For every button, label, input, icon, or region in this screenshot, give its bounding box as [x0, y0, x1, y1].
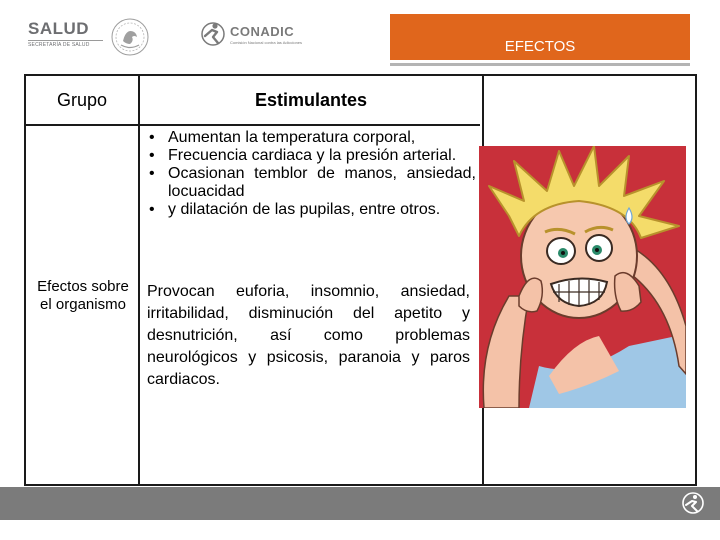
- title-underline: [390, 63, 690, 66]
- bullet-item: • Aumentan la temperatura corporal,: [146, 129, 476, 147]
- row-label-effects: Efectos sobre el organismo: [37, 278, 129, 313]
- effects-paragraph: Provocan euforia, insomnio, ansiedad, irritabilidad, disminución del apetito y desnutrición, así como problemas neurológicos y psicosis, paranoia y paros cardiacos.: [147, 283, 470, 388]
- footer-bar: [0, 487, 720, 520]
- section-title: EFECTOS: [390, 14, 690, 60]
- bullet-item: • Frecuencia cardiaca y la presión arterial.: [146, 147, 476, 165]
- conadic-emblem-icon: [200, 20, 226, 48]
- salud-logo: [28, 20, 103, 52]
- bullet-item: • Ocasionan temblor de manos, ansiedad, locuacidad: [146, 165, 476, 201]
- salud-logo-title: SALUD: [28, 19, 90, 38]
- symptom-bullet-list: [146, 129, 476, 219]
- conadic-figure-icon: [680, 492, 706, 514]
- mexico-seal-icon: [110, 17, 150, 57]
- header-group-cell: Grupo: [56, 89, 108, 110]
- anxious-man-illustration: [479, 146, 686, 408]
- conadic-logo: [200, 20, 320, 52]
- conadic-logo-title: CONADIC: [230, 24, 295, 39]
- conadic-logo-subtitle: Comisión Nacional contra las Adicciones: [230, 40, 303, 45]
- header-stimulants-cell: Estimulantes: [254, 89, 368, 110]
- header-row-divider: [26, 124, 480, 126]
- salud-logo-subtitle: SECRETARÍA DE SALUD: [28, 40, 103, 48]
- bullet-item: • y dilatación de las pupilas, entre otros.: [146, 201, 476, 219]
- column-divider: [138, 76, 140, 484]
